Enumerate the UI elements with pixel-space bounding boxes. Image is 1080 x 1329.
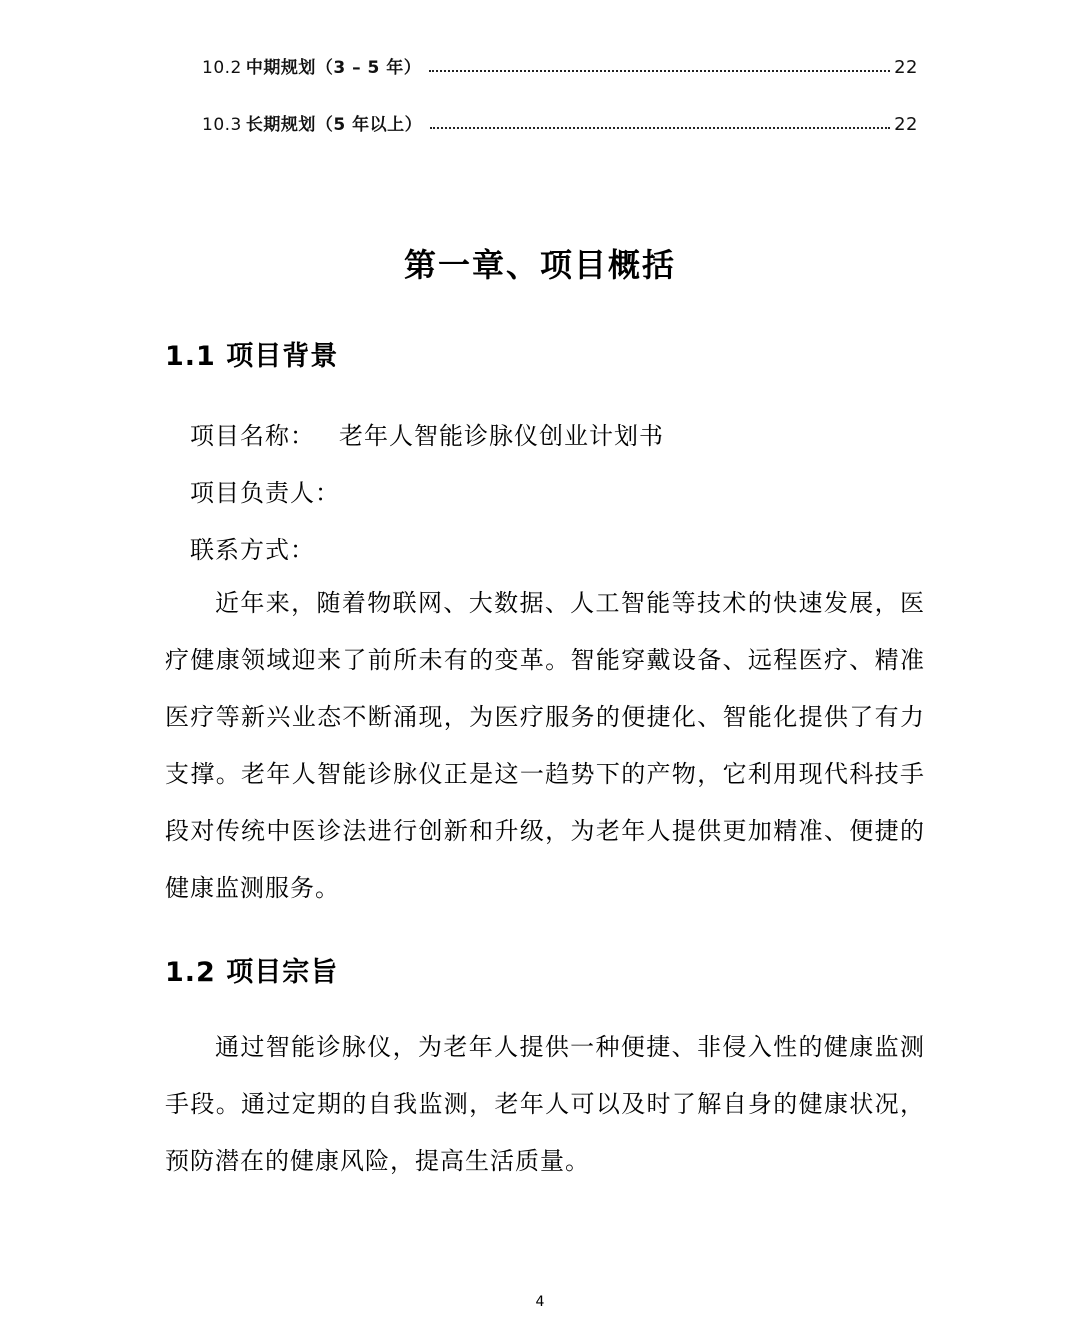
toc-leader-dots [430, 126, 890, 129]
toc-entry-title: 长期规划（5 年以上） [245, 115, 423, 135]
field-project-name [190, 416, 664, 451]
field-value: 老年人智能诊脉仪创业计划书 [339, 422, 664, 450]
field-label: 项目名称： [190, 422, 315, 450]
toc-entry-number: 10.3 [202, 115, 242, 135]
field-contact [190, 530, 339, 565]
page-number: 4 [535, 1294, 545, 1310]
toc-leader-dots [429, 69, 890, 72]
toc-entry-number: 10.2 [202, 58, 242, 78]
purpose-paragraph: 通过智能诊脉仪，为老年人提供一种便捷、非侵入性的健康监测手段。通过定期的自我监测，老年人可以及时了解自身的健康状况，预防潜在的健康风险，提高生活质量。 [165, 1033, 925, 1175]
field-project-leader [190, 473, 364, 508]
toc-entry-10-2[interactable] [202, 48, 918, 78]
chapter-title: 第一章、项目概括 [403, 246, 676, 284]
toc-entry-10-3[interactable] [202, 105, 918, 135]
field-label: 项目负责人： [190, 479, 340, 507]
section-heading-1-2: 1.2 项目宗旨 [165, 957, 339, 988]
field-label: 联系方式： [190, 536, 315, 564]
section-heading-1-1: 1.1 项目背景 [165, 341, 339, 372]
background-paragraph: 近年来，随着物联网、大数据、人工智能等技术的快速发展，医疗健康领域迎来了前所未有的变革。智能穿戴设备、远程医疗、精准医疗等新兴业态不断涌现，为医疗服务的便捷化、智能化提供了有力支撑。老年人智能诊脉仪正是这一趋势下的产物，它利用现代科技手段对传统中医诊法进行创新和升级，为老年人提供更加精准、便捷的健康监测服务。 [165, 589, 925, 902]
toc-entry-title: 中期规划（3 – 5 年） [245, 58, 422, 78]
toc-entry-page: 22 [894, 57, 918, 78]
toc-entry-page: 22 [894, 114, 918, 135]
